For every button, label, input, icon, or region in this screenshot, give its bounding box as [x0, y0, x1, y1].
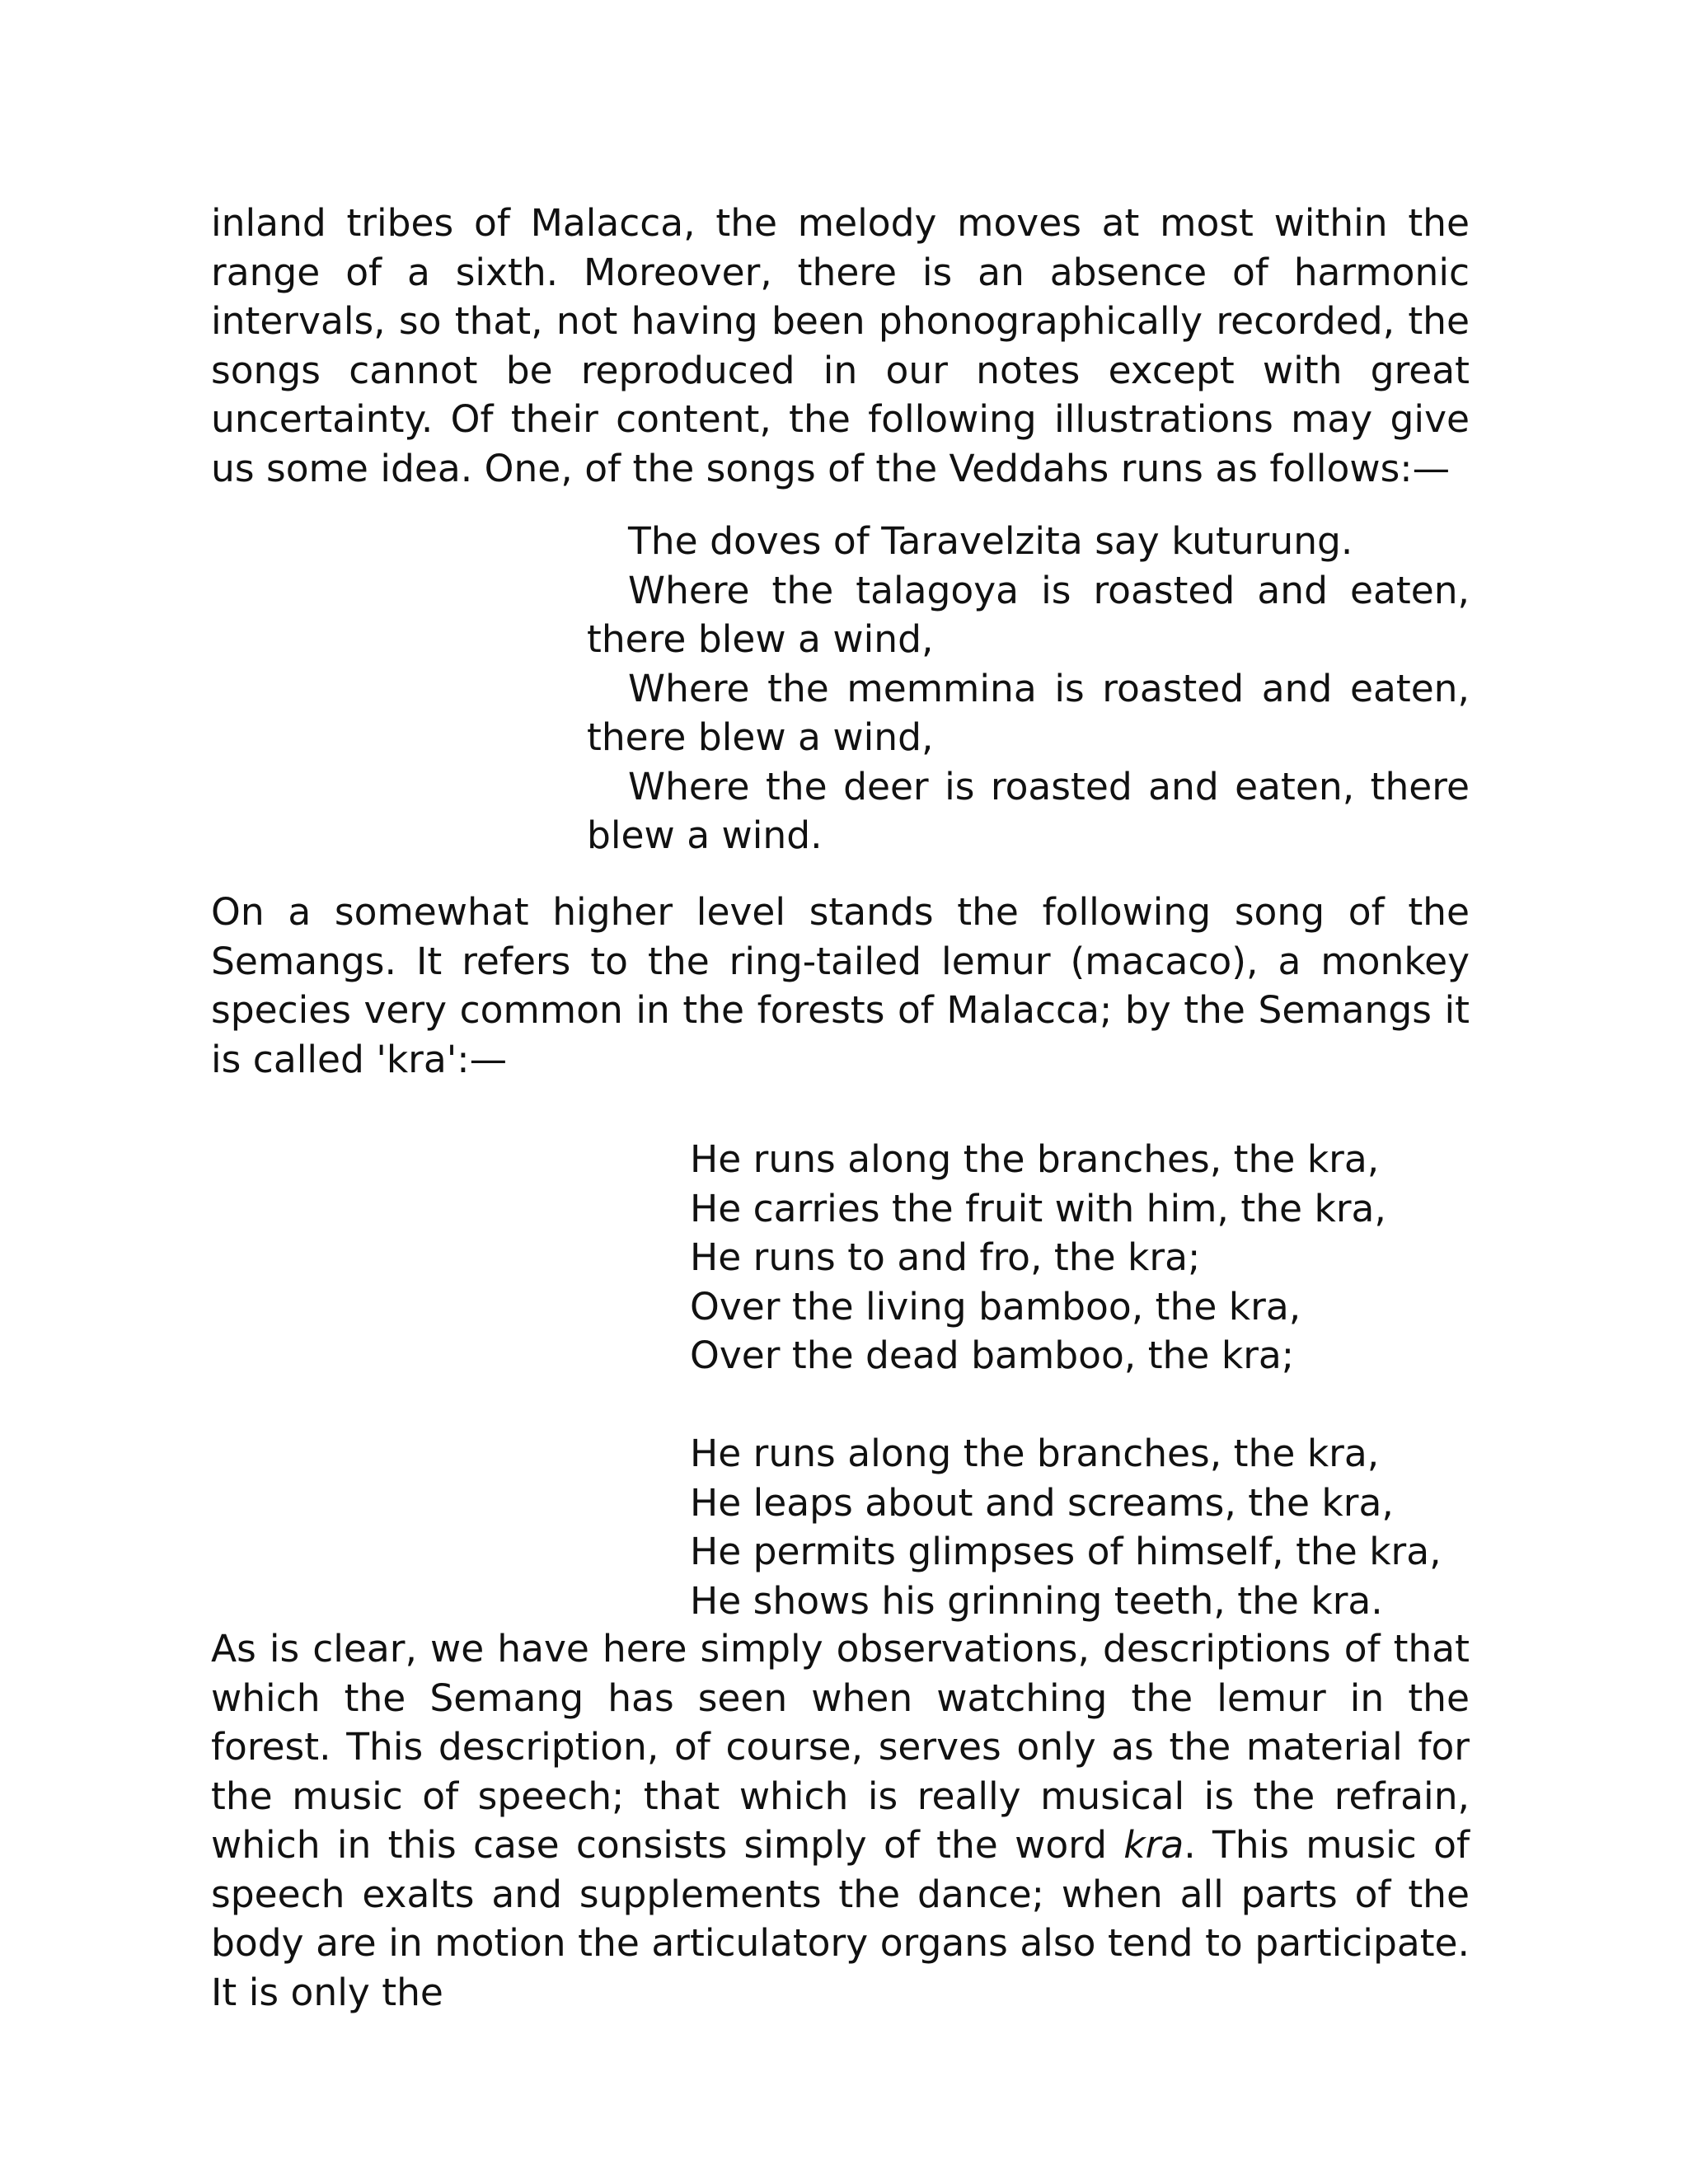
paragraph-observations-text-start: As is clear, we have here simply observations, descriptions of that which the Semang has seen when watching the lemur in the forest. This description, of course, serves only as the material for the music of speech; that which is really musical is the refrain, which in this case consists simply of the word [211, 1627, 1470, 1867]
kra-song-line: Over the dead bamboo, the kra; [690, 1333, 1295, 1377]
kra-song-stanza-1 [690, 1135, 1481, 1380]
veddah-song [587, 517, 1470, 860]
kra-song-line: He shows his grinning teeth, the kra. [690, 1578, 1383, 1623]
paragraph-observations-text-end: . This music of speech exalts and supplements the dance; when all parts of the body are in motion the articulatory organs also tend to participate. It is only the [211, 1823, 1470, 2014]
veddah-song-line: Where the memmina is roasted and eaten, there blew a wind, [587, 666, 1470, 759]
veddah-song-line: The doves of Taravelzita say kuturung. [628, 519, 1353, 563]
kra-song-line: He leaps about and screams, the kra, [690, 1480, 1394, 1525]
kra-song-line: He permits glimpses of himself, the kra, [690, 1530, 1442, 1573]
veddah-song-line: Where the deer is roasted and eaten, there blew a wind. [587, 764, 1470, 857]
kra-song [690, 1135, 1481, 1625]
kra-song-line: Over the living bamboo, the kra, [690, 1284, 1301, 1329]
paragraph-semang-song-intro: On a somewhat higher level stands the following song of the Semangs. It refers to the ring-tailed lemur (macaco), a monkey species very common in the forests of Malacca; by the Semangs it is called 'kra':— [211, 890, 1470, 1081]
kra-song-line: He runs along the branches, the kra, [690, 1432, 1380, 1475]
kra-song-line: He carries the fruit with him, the kra, [690, 1186, 1386, 1230]
kra-song-line: He runs to and fro, the kra; [690, 1235, 1201, 1279]
veddah-song-line: Where the talagoya is roasted and eaten, there blew a wind, [587, 568, 1470, 661]
italic-word-kra: kra [1123, 1823, 1184, 1867]
kra-song-line: He runs along the branches, the kra, [690, 1137, 1380, 1181]
kra-song-stanza-2 [690, 1429, 1481, 1625]
paragraph-observations [211, 1624, 1470, 2017]
paragraph-intro: inland tribes of Malacca, the melody moves at most within the range of a sixth. Moreover, there is an absence of harmonic intervals, so that, not having been phonographically recorded, the songs cannot be reproduced in our notes except with great uncertainty. Of their content, the following illustrations may give us some idea. One, of the songs of the Veddahs runs as follows:— [211, 201, 1470, 490]
